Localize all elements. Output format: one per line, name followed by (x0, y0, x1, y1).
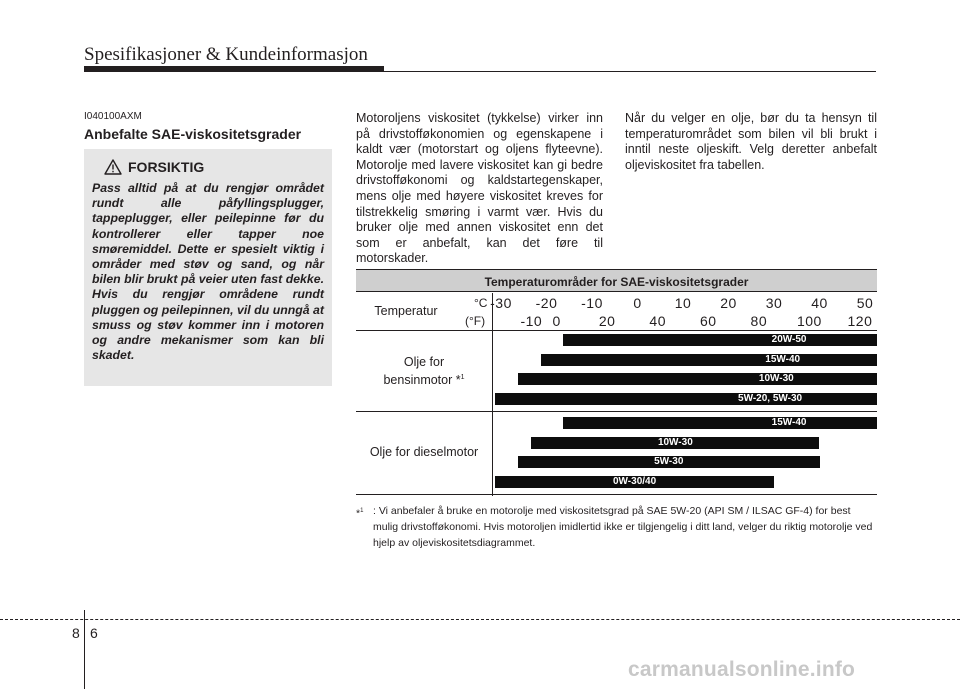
fahrenheit-tick-label: 0 (552, 313, 561, 329)
table-column-divider (492, 293, 493, 496)
gasoline-label-line2: bensinmotor * (383, 373, 461, 388)
viscosity-grade-label: 0W-30/40 (613, 476, 657, 487)
celsius-tick-label: 10 (674, 295, 692, 311)
celsius-unit: °C (474, 296, 488, 310)
header-rule (84, 71, 876, 72)
fahrenheit-tick-label: 80 (750, 313, 768, 329)
celsius-tick-label: 50 (856, 295, 874, 311)
fahrenheit-tick-label: 40 (649, 313, 667, 329)
fahrenheit-tick-label: -10 (520, 313, 543, 329)
caution-text: Pass alltid på at du rengjør området rundt alle påfyllingsplugger, tappeplugger, eller peilepinne før du kontrollerer eller tapper noe smøremiddel. Dette er spesielt viktig i områder med støv og sand, og når bilen blir brukt på veier uten fast dekke. Hvis du rengjør områdene rundt pluggen og peilepinnen, vil du unngå at smuss og støv kommer inn i motoren og andre mekanismer som kan bli skadet. (92, 181, 324, 363)
section-code: I040100AXM (84, 111, 142, 122)
celsius-tick-label: -20 (535, 295, 558, 311)
caution-header (104, 159, 324, 175)
page-number: 6 (90, 625, 98, 641)
celsius-tick-label: 40 (811, 295, 828, 311)
caution-box (84, 149, 332, 386)
viscosity-table (356, 269, 877, 495)
celsius-tick-label: -30 (490, 295, 512, 311)
gasoline-oil-label (356, 354, 492, 388)
gasoline-label-line1: Olje for (403, 355, 445, 369)
table-row-divider (356, 411, 877, 412)
footnote-text: : Vi anbefaler å bruke en motorolje med viskositetsgrad på SAE 5W-20 (API SM / ILSAC GF-4) for best mulig drivstofføkonomi. Hvis motoroljen imidlertid ikke er tilgjengelig i ditt land, velger du riktig motorolje ved hjelp av oljeviskositetsdiagrammet. (373, 505, 873, 549)
viscosity-grade-label: 15W-40 (771, 417, 807, 428)
fahrenheit-tick-label: 20 (598, 313, 616, 329)
footnote-mark (356, 503, 363, 522)
celsius-tick-label: -10 (581, 295, 603, 311)
viscosity-bar (531, 437, 819, 449)
viscosity-grade-label: 15W-40 (765, 354, 801, 365)
fahrenheit-tick-label: 60 (699, 313, 717, 329)
chapter-number: 8 (72, 625, 80, 641)
body-paragraph-selection: Når du velger en olje, bør du ta hensyn til temperaturområdet som bilen vil bli brukt i inntil neste oljeskift. Velg deretter anbefalt oljeviskositet fra tabellen. (625, 111, 877, 172)
body-paragraph-viscosity: Motoroljens viskositet (tykkelse) virker inn på drivstofføkonomien og egenskapene i kaldt vær (motorstart og oljens flyteevne). Motorolje med lavere viskositet kan gi bedre drivstofføkonomi og kaldstartegenskaper, mens olje med høyere viskositet kreves for tilstrekkelig smøring i varmt vær. Hvis du bruker olje med annen viskositet enn det som er anbefalt, kan det føre til motorskader. (356, 111, 603, 266)
footnote-star: * (356, 507, 361, 520)
viscosity-grade-label: 10W-30 (657, 437, 693, 448)
viscosity-bar (541, 354, 878, 366)
fahrenheit-unit: (°F) (465, 314, 486, 328)
celsius-tick-label: 30 (765, 295, 783, 311)
diesel-oil-label: Olje for dieselmotor (369, 445, 479, 459)
viscosity-bar (518, 456, 820, 468)
viscosity-bar (495, 476, 774, 488)
section-heading: Anbefalte SAE-viskositetsgrader (84, 126, 302, 142)
viscosity-grade-label: 20W-50 (771, 334, 807, 345)
viscosity-grade-label: 5W-20, 5W-30 (738, 393, 803, 404)
viscosity-grade-label: 10W-30 (758, 373, 794, 384)
celsius-tick-label: 20 (720, 295, 737, 311)
caution-title: FORSIKTIG (128, 159, 205, 175)
footnote (356, 503, 877, 551)
footnote-number: 1 (360, 508, 364, 514)
viscosity-bar (518, 373, 877, 385)
viscosity-bar (563, 417, 877, 429)
page-header-title: Spesifikasjoner & Kundeinformasjon (84, 44, 368, 65)
warning-triangle-icon (104, 159, 122, 175)
footer-dashed-rule (0, 619, 960, 620)
temperature-label: Temperatur (374, 304, 438, 318)
gasoline-label-footnote-ref: 1 (460, 374, 465, 381)
footer-rule-left (84, 610, 85, 689)
celsius-tick-label: 0 (633, 295, 642, 311)
viscosity-bar (563, 334, 877, 346)
viscosity-grade-label: 5W-30 (654, 456, 684, 467)
viscosity-bar (495, 393, 877, 405)
table-row-divider (356, 330, 877, 331)
fahrenheit-tick-label: 120 (847, 313, 873, 329)
fahrenheit-tick-label: 100 (796, 313, 822, 329)
watermark: carmanualsonline.info (628, 658, 856, 681)
viscosity-table-title: Temperaturområder for SAE-viskositetsgrader (356, 270, 877, 292)
